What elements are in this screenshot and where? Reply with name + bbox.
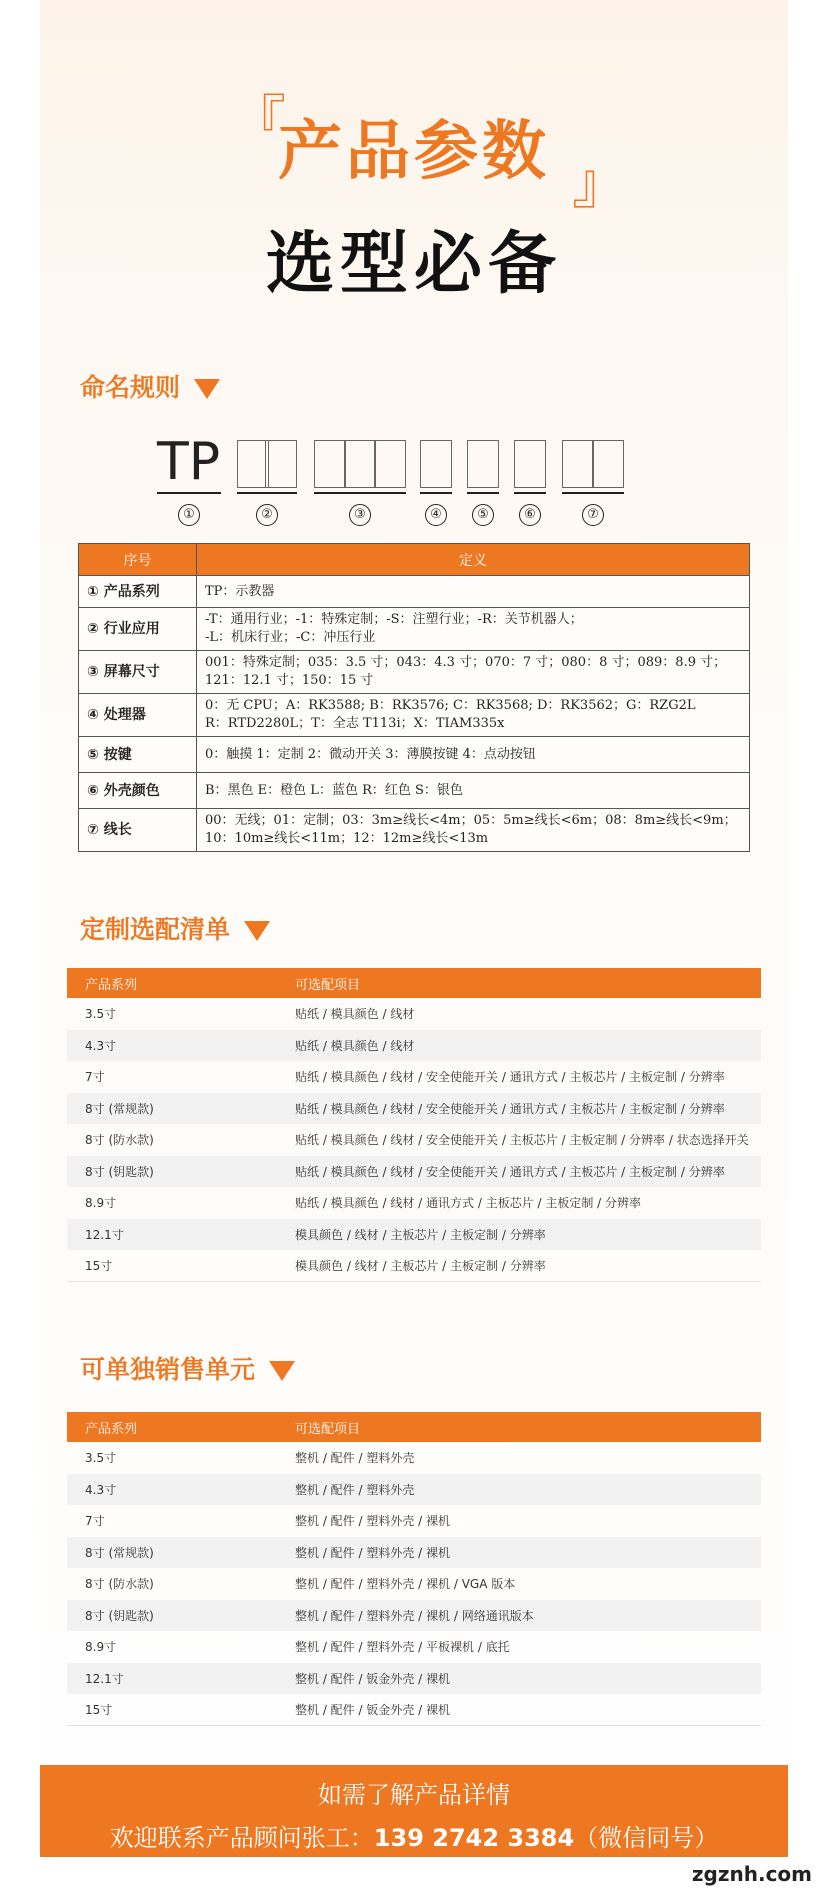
table-row <box>67 1663 761 1695</box>
table-row <box>67 1442 761 1474</box>
down-triangle-icon <box>194 379 220 399</box>
definition-table <box>78 543 750 852</box>
header-series: 产品系列 <box>67 968 277 998</box>
series-cell: 8寸 (常规款) <box>67 1093 277 1125</box>
code-box <box>265 440 297 488</box>
definition-line: TP：示教器 <box>205 583 275 599</box>
options-cell: 整机 / 配件 / 塑料外壳 <box>277 1474 761 1506</box>
single-section-title: 可单独销售单元 <box>80 1350 295 1386</box>
table-row <box>67 1474 761 1506</box>
series-cell: 8.9寸 <box>85 1640 117 1655</box>
definition-row <box>79 809 750 852</box>
poster <box>40 0 788 1901</box>
down-triangle-icon <box>244 921 270 941</box>
contact-line1: 如需了解产品详情 <box>318 1781 510 1809</box>
contact-banner <box>40 1765 788 1857</box>
options-cell: 贴纸 / 模具颜色 / 线材 / 通讯方式 / 主板芯片 / 主板定制 / 分辨率 <box>295 1196 642 1211</box>
definition-key: ④ 处理器 <box>79 694 197 737</box>
header-options: 可选配项目 <box>277 968 761 998</box>
definition-value <box>197 694 750 737</box>
contact-suffix: （微信同号） <box>574 1824 719 1852</box>
bracket-right: 』 <box>572 152 628 217</box>
watermark: zgznh.com <box>691 1862 812 1886</box>
hero-title: 产品参数 <box>278 115 550 189</box>
underline <box>314 492 406 494</box>
underline <box>562 492 624 494</box>
options-cell: 贴纸 / 模具颜色 / 线材 / 安全使能开关 / 主板芯片 / 主板定制 / 分辨率 / 状态选择开关 <box>295 1133 749 1148</box>
code-box <box>467 440 499 488</box>
single-units-table <box>67 1412 761 1726</box>
table-row <box>67 998 761 1030</box>
definition-row <box>79 773 750 809</box>
table-row <box>67 1631 761 1663</box>
table-row <box>67 1156 761 1188</box>
header-definition: 定义 <box>197 544 750 576</box>
options-cell: 整机 / 配件 / 塑料外壳 / 裸机 <box>277 1537 761 1569</box>
table-row <box>67 1250 761 1282</box>
series-cell: 8寸 (防水款) <box>85 1577 154 1592</box>
options-cell: 贴纸 / 模具颜色 / 线材 / 安全使能开关 / 通讯方式 / 主板芯片 / 主板定制 / 分辨率 <box>277 1156 761 1188</box>
underline <box>237 492 297 494</box>
header-options: 可选配项目 <box>277 1412 761 1442</box>
definition-key: ⑥ 外壳颜色 <box>79 773 197 809</box>
table-row <box>67 1187 761 1219</box>
underline <box>514 492 546 494</box>
table-row <box>67 1505 761 1537</box>
definition-row <box>79 651 750 694</box>
code-prefix: TP <box>157 432 221 492</box>
marker-2: ② <box>256 504 278 526</box>
definition-key: ⑤ 按键 <box>79 737 197 773</box>
definition-line: -L：机床行业；-C：冲压行业 <box>205 630 376 645</box>
code-box <box>562 440 594 488</box>
code-box <box>314 440 346 488</box>
series-cell: 12.1寸 <box>67 1219 277 1251</box>
table-row <box>67 1568 761 1600</box>
definition-line: B：黑色 E：橙色 L：蓝色 R：红色 S：银色 <box>205 782 463 798</box>
options-cell: 整机 / 配件 / 塑料外壳 / 平板裸机 / 底托 <box>295 1640 510 1655</box>
code-box <box>514 440 546 488</box>
series-cell: 15寸 <box>67 1250 277 1282</box>
definition-value <box>197 576 750 608</box>
definition-key: ⑦ 线长 <box>79 809 197 852</box>
underline <box>157 492 221 494</box>
marker-4: ④ <box>425 504 447 526</box>
options-cell: 贴纸 / 模具颜色 / 线材 <box>295 1007 415 1022</box>
series-cell: 3.5寸 <box>85 1007 117 1022</box>
definition-line: 00：无线；01：定制；03：3m≥线长<4m；05：5m≥线长<6m；08：8m≥线长<9m； <box>205 813 737 828</box>
code-box <box>420 440 452 488</box>
naming-code <box>40 432 788 522</box>
series-cell: 8寸 (钥匙款) <box>67 1156 277 1188</box>
options-cell: 整机 / 配件 / 塑料外壳 / 裸机 / 网络通讯版本 <box>277 1600 761 1632</box>
header-series: 产品系列 <box>67 1412 277 1442</box>
definition-value <box>197 651 750 694</box>
marker-5: ⑤ <box>472 504 494 526</box>
naming-section-title: 命名规则 <box>80 368 220 404</box>
underline <box>420 492 452 494</box>
definition-value <box>197 608 750 651</box>
definition-line: 0：触摸 1：定制 2：微动开关 3：薄膜按键 4：点动按钮 <box>205 746 536 762</box>
series-cell: 4.3寸 <box>67 1030 277 1062</box>
options-cell: 整机 / 配件 / 钣金外壳 / 裸机 <box>277 1663 761 1695</box>
marker-3: ③ <box>349 504 371 526</box>
series-cell: 15寸 <box>67 1694 277 1726</box>
contact-line2 <box>40 1818 788 1853</box>
contact-phone: 139 2742 3384 <box>373 1824 575 1852</box>
custom-options-table <box>67 968 761 1282</box>
options-cell: 整机 / 配件 / 钣金外壳 / 裸机 <box>277 1694 761 1726</box>
table-row <box>67 1600 761 1632</box>
table-row <box>67 1061 761 1093</box>
definition-row <box>79 694 750 737</box>
marker-7: ⑦ <box>582 504 604 526</box>
options-cell: 贴纸 / 模具颜色 / 线材 / 安全使能开关 / 通讯方式 / 主板芯片 / 主板定制 / 分辨率 <box>277 1093 761 1125</box>
series-cell: 8.9寸 <box>85 1196 117 1211</box>
definition-key: ② 行业应用 <box>79 608 197 651</box>
header-index: 序号 <box>79 544 197 576</box>
code-box <box>344 440 376 488</box>
contact-prefix: 欢迎联系产品顾问张工： <box>109 1824 374 1852</box>
series-cell: 8寸 (防水款) <box>85 1133 154 1148</box>
table-row <box>67 1030 761 1062</box>
options-cell: 贴纸 / 模具颜色 / 线材 <box>277 1030 761 1062</box>
definition-key: ① 产品系列 <box>79 576 197 608</box>
table-row <box>67 1219 761 1251</box>
table-row <box>67 1694 761 1726</box>
bracket-left: 『 <box>230 90 286 155</box>
marker-1: ① <box>178 504 200 526</box>
definition-row <box>79 737 750 773</box>
options-cell: 贴纸 / 模具颜色 / 线材 / 安全使能开关 / 通讯方式 / 主板芯片 / 主板定制 / 分辨率 <box>295 1070 725 1085</box>
definition-line: 001：特殊定制；035：3.5 寸；043：4.3 寸；070：7 寸；080：8 寸；089：8.9 寸； <box>205 655 727 670</box>
definition-value <box>197 773 750 809</box>
series-cell: 8寸 (常规款) <box>67 1537 277 1569</box>
definition-key: ③ 屏幕尺寸 <box>79 651 197 694</box>
hero-subtitle: 选型必备 <box>265 225 562 304</box>
underline <box>467 492 499 494</box>
definition-line: -T：通用行业；-1：特殊定制；-S：注塑行业；-R：关节机器人； <box>205 612 583 627</box>
options-cell: 整机 / 配件 / 塑料外壳 / 裸机 / VGA 版本 <box>295 1577 516 1592</box>
definition-value <box>197 737 750 773</box>
definition-row <box>79 576 750 608</box>
definition-line: 10：10m≥线长<11m；12：12m≥线长<13m <box>205 831 489 846</box>
series-cell: 12.1寸 <box>67 1663 277 1695</box>
definition-line: 121：12.1 寸；150：15 寸 <box>205 673 374 688</box>
definition-row <box>79 608 750 651</box>
series-cell: 7寸 <box>85 1070 105 1085</box>
series-cell: 3.5寸 <box>85 1451 117 1466</box>
down-triangle-icon <box>269 1361 295 1381</box>
options-cell: 模具颜色 / 线材 / 主板芯片 / 主板定制 / 分辨率 <box>277 1219 761 1251</box>
table-row <box>67 1093 761 1125</box>
table-row <box>67 1124 761 1156</box>
series-cell: 8寸 (钥匙款) <box>67 1600 277 1632</box>
definition-line: R：RTD2280L；T：全志 T113i；X：TIAM335x <box>205 716 505 731</box>
marker-6: ⑥ <box>519 504 541 526</box>
definition-value <box>197 809 750 852</box>
options-cell: 模具颜色 / 线材 / 主板芯片 / 主板定制 / 分辨率 <box>277 1250 761 1282</box>
table-row <box>67 1537 761 1569</box>
series-cell: 4.3寸 <box>67 1474 277 1506</box>
options-cell: 整机 / 配件 / 塑料外壳 <box>295 1451 415 1466</box>
options-cell: 整机 / 配件 / 塑料外壳 / 裸机 <box>295 1514 451 1529</box>
code-box <box>592 440 624 488</box>
series-cell: 7寸 <box>85 1514 105 1529</box>
definition-line: 0：无 CPU；A：RK3588; B：RK3576; C：RK3568; D：RK3562；G：RZG2L <box>205 698 696 713</box>
custom-section-title: 定制选配清单 <box>80 910 270 946</box>
code-box <box>374 440 406 488</box>
